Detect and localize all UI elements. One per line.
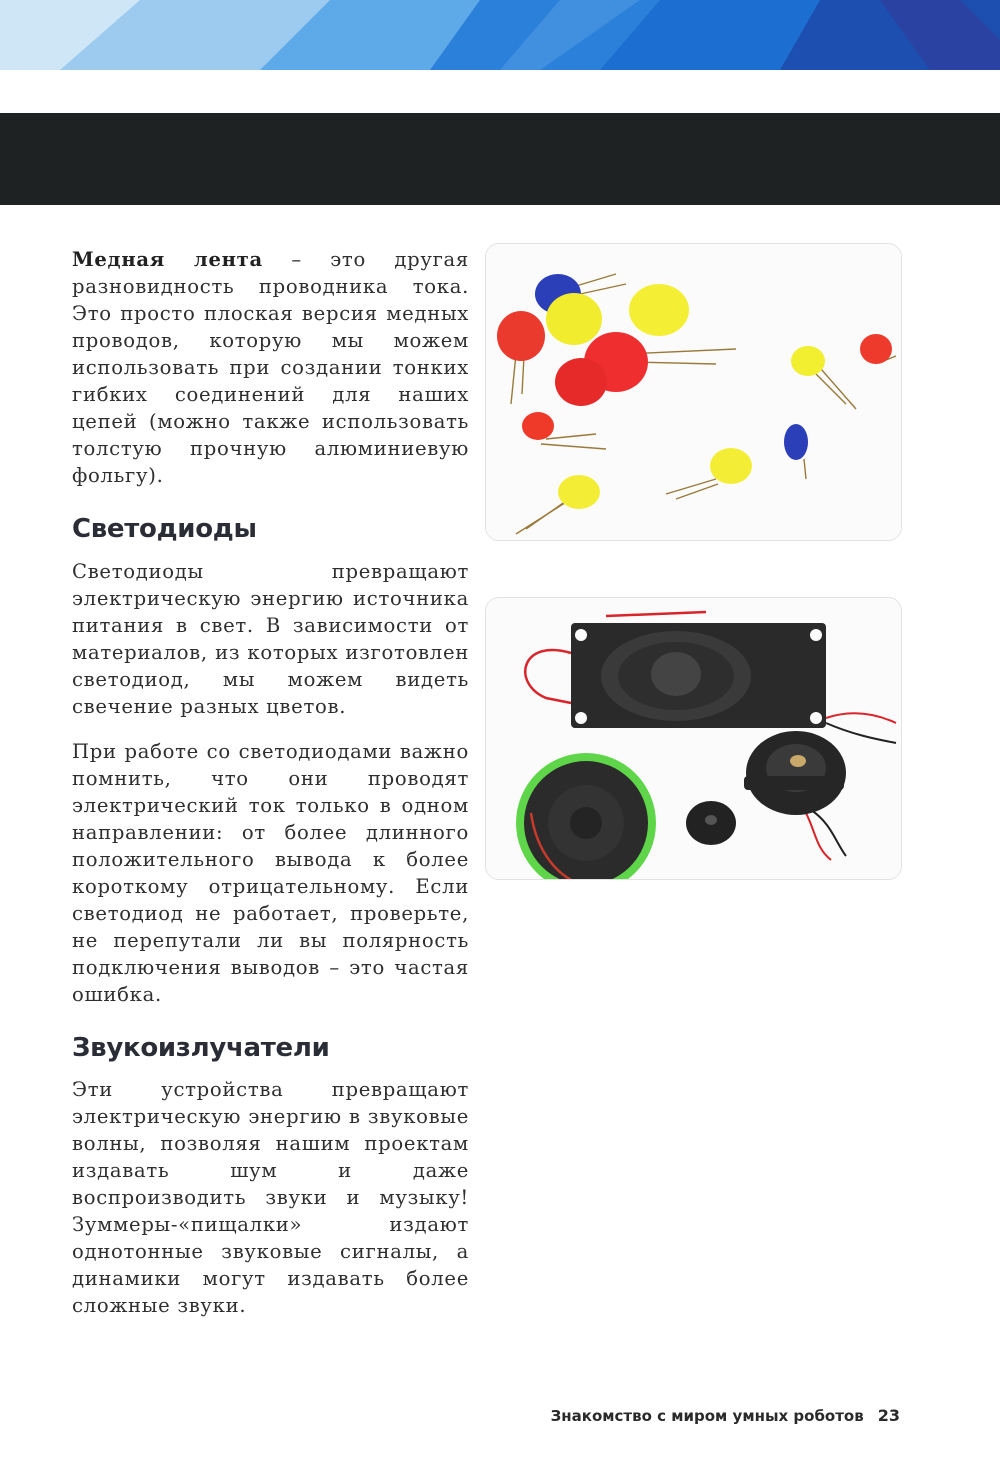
speakers-photo: [485, 597, 902, 880]
leds-photo: [485, 243, 902, 541]
header-dark-band: [0, 113, 1000, 205]
leds-heading: Светодиоды: [72, 514, 257, 544]
footer-title: Знакомство с миром умных роботов: [550, 1407, 864, 1425]
copper-tape-text: – это другая разновидность проводника тока. Это просто плоская версия медных проводов, которую мы можем использовать при создании тонких гибких соединений для наших цепей (можно также использовать толстую прочную алюминиевую фольгу).: [72, 248, 469, 487]
sound-emitters-heading: Звукоизлучатели: [72, 1033, 330, 1063]
copper-tape-paragraph: [72, 246, 469, 489]
page-number: 23: [877, 1406, 900, 1425]
header-banner: [0, 0, 1000, 70]
leds-paragraph-2: При работе со светодиодами важно помнить, что они проводят электрический ток только в одном направлении: от более длинного положительного вывода к более короткому отрицательному. Если светодиод не работает, проверьте, не перепутали ли вы полярность подключения выводов – это частая ошибка.: [72, 740, 469, 1006]
page-footer: [551, 1406, 900, 1425]
sound-emitters-paragraph: Эти устройства превращают электрическую энергию в звуковые волны, позволяя нашим проектам издавать шум и даже воспроизводить звуки и музыку! Зуммеры-«пищалки» издают однотонные звуковые сигналы, а динамики могут издавать более сложные звуки.: [72, 1078, 469, 1317]
copper-tape-term: Медная лента: [72, 248, 263, 271]
leds-paragraph-1: Светодиоды превращают электрическую энергию источника питания в свет. В зависимости от материалов, из которых изготовлен светодиод, мы можем видеть свечение разных цветов.: [72, 560, 469, 718]
